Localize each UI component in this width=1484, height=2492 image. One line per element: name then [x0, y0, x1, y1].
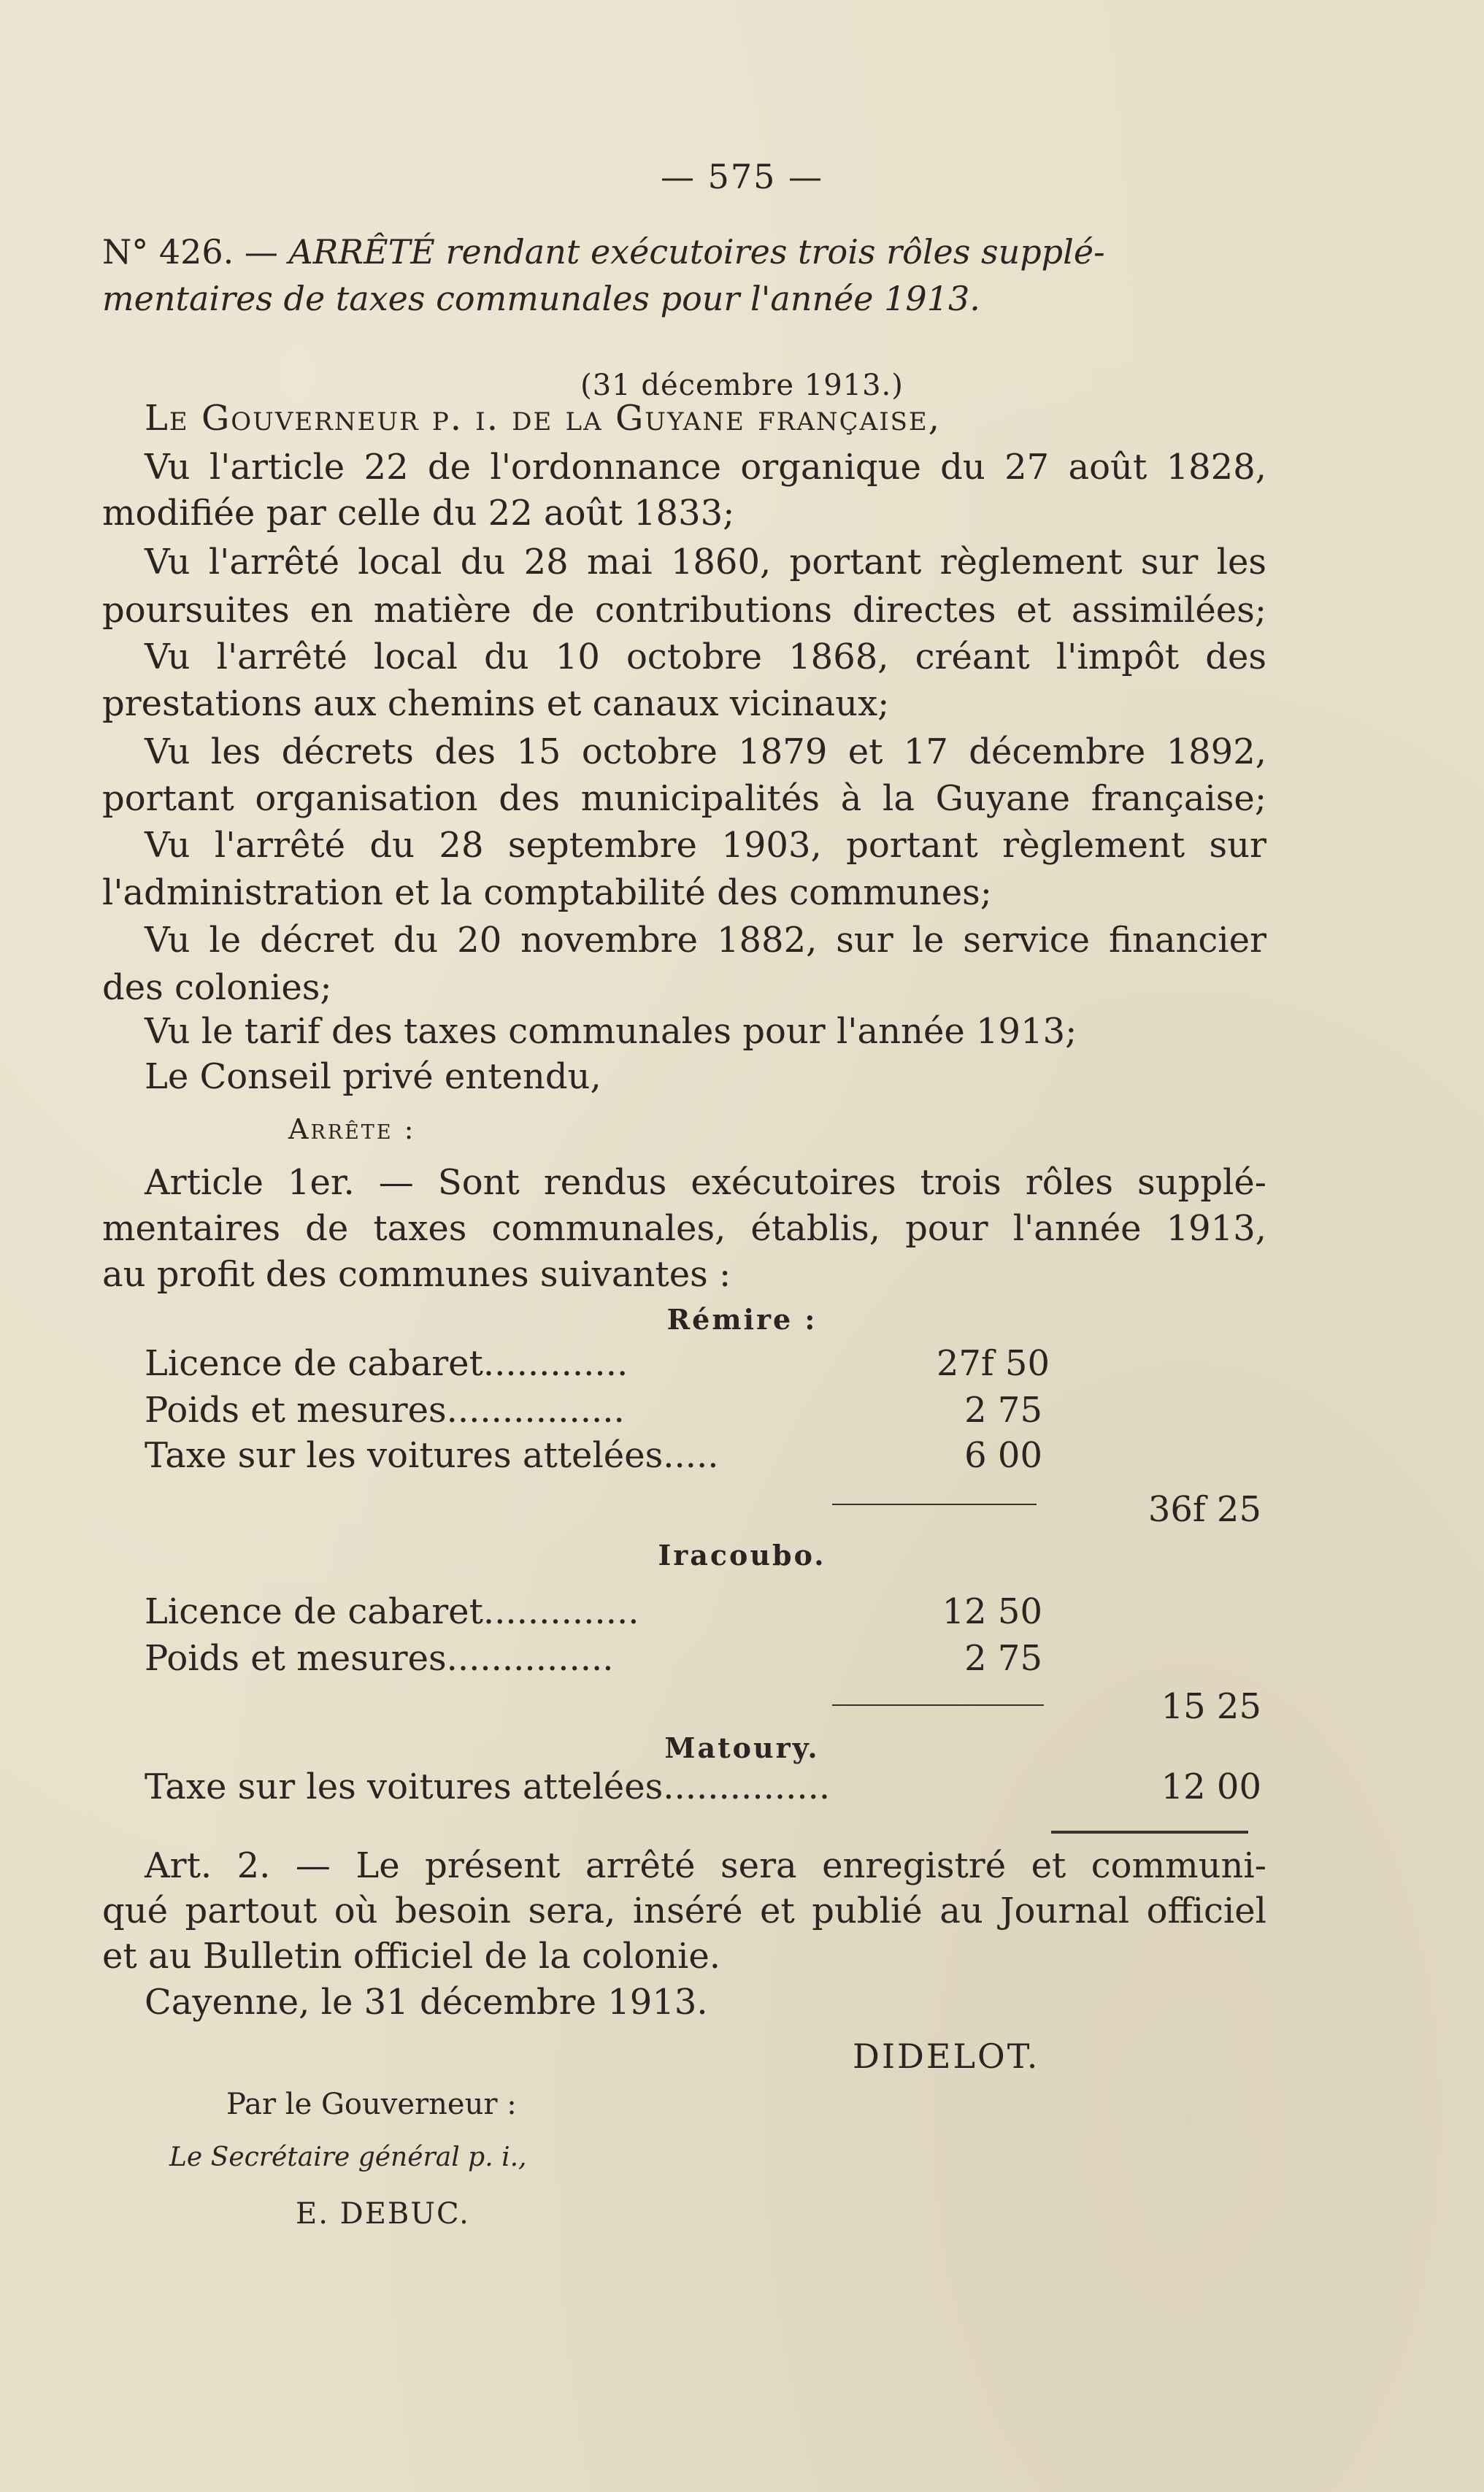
tax-row-label: Poids et mesures...............	[145, 1638, 614, 1679]
governor-line: Le Gouverneur p. i. de la Guyane française,	[145, 398, 941, 439]
visa-line: modifiée par celle du 22 août 1833;	[102, 493, 735, 534]
visa-line: poursuites en matière de contributions directes et assimilées;	[102, 590, 1266, 631]
secretary-title: Le Secrétaire général p. i.,	[169, 2142, 527, 2172]
article-2-line: et au Bulletin officiel de la colonie.	[102, 1936, 721, 1977]
tax-row-value: 12 00	[1161, 1766, 1261, 1807]
visa-line: l'administration et la comptabilité des communes;	[102, 872, 992, 913]
place-and-date: Cayenne, le 31 décembre 1913.	[145, 1982, 708, 2023]
arrete-label: Arrête :	[288, 1113, 416, 1145]
decree-number: N° 426. —	[102, 232, 289, 272]
article-2-line: Art. 2. — Le présent arrêté sera enregistré et communi-	[145, 1845, 1266, 1886]
visa-line: Vu l'arrêté local du 10 octobre 1868, créant l'impôt des	[145, 637, 1266, 677]
commune-total: 15 25	[1161, 1686, 1261, 1727]
tax-row-value: 12 50	[942, 1591, 1042, 1632]
article-2-line: qué partout où besoin sera, inséré et publié au Journal officiel	[102, 1891, 1266, 1931]
signature-didelot: DIDELOT.	[853, 2037, 1040, 2076]
commune-heading-remire: Rémire :	[666, 1303, 818, 1336]
decree-title-start: ARRÊTÉ rendant exécutoires trois rôles supplé-	[288, 232, 1105, 272]
by-governor-line: Par le Gouverneur :	[226, 2088, 517, 2121]
article-1-line: au profit des communes suivantes :	[102, 1254, 731, 1295]
page-number: — 575 —	[660, 157, 824, 196]
article-1-line: Article 1er. — Sont rendus exécutoires trois rôles supplé-	[145, 1162, 1266, 1203]
secretary-name: E. DEBUC.	[296, 2197, 470, 2231]
visa-line: Vu l'arrêté local du 28 mai 1860, portant règlement sur les	[145, 542, 1266, 582]
tax-row-value: 2 75	[964, 1390, 1042, 1431]
tax-row-label: Taxe sur les voitures attelées.....	[145, 1435, 719, 1476]
document-title-line-1	[102, 232, 1105, 272]
visa-line: des colonies;	[102, 967, 332, 1008]
closing-rule	[1051, 1831, 1248, 1834]
visa-line: prestations aux chemins et canaux vicinaux;	[102, 683, 890, 724]
subtotal-rule	[832, 1704, 1044, 1706]
subtotal-rule	[832, 1504, 1037, 1505]
tax-row-label: Poids et mesures................	[145, 1390, 625, 1431]
visa-line: Le Conseil privé entendu,	[145, 1056, 601, 1097]
tax-row-value: 6 00	[964, 1435, 1042, 1476]
visa-line: Vu le tarif des taxes communales pour l'année 1913;	[145, 1011, 1077, 1052]
visa-line: Vu l'article 22 de l'ordonnance organique du 27 août 1828,	[145, 447, 1266, 488]
commune-total: 36f 25	[1147, 1489, 1261, 1530]
commune-heading-iracoubo: Iracoubo.	[658, 1539, 826, 1572]
tax-row-label: Licence de cabaret..............	[145, 1591, 639, 1632]
tax-row-label: Licence de cabaret.............	[145, 1343, 628, 1384]
visa-line: Vu les décrets des 15 octobre 1879 et 17 décembre 1892,	[145, 731, 1266, 772]
article-1-line: mentaires de taxes communales, établis, pour l'année 1913,	[102, 1208, 1266, 1249]
document-title-line-2: mentaires de taxes communales pour l'année 1913.	[102, 279, 980, 318]
decree-date: (31 décembre 1913.)	[580, 369, 904, 402]
visa-line: Vu le décret du 20 novembre 1882, sur le service financier	[145, 920, 1266, 961]
tax-row-label: Taxe sur les voitures attelées...............	[145, 1766, 831, 1807]
tax-row-value: 2 75	[964, 1638, 1042, 1679]
visa-line: portant organisation des municipalités à la Guyane française;	[102, 778, 1266, 819]
tax-row-value: 27f 50	[936, 1343, 1050, 1384]
visa-line: Vu l'arrêté du 28 septembre 1903, portant règlement sur	[145, 825, 1266, 866]
commune-heading-matoury: Matoury.	[664, 1731, 820, 1764]
